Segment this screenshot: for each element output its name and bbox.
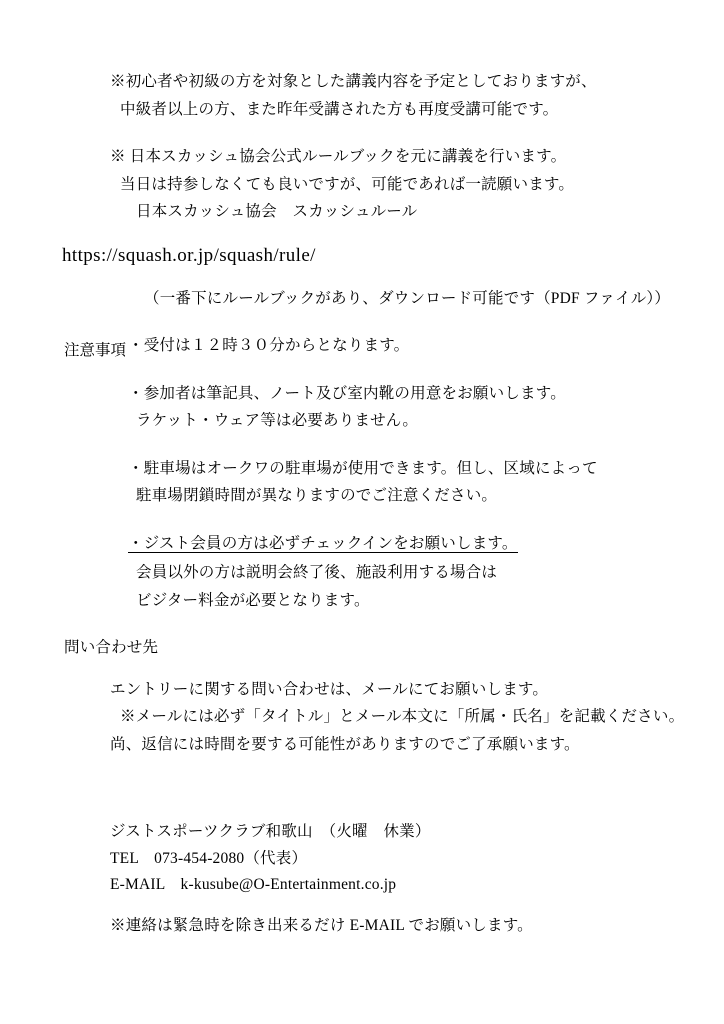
contact-section [32, 824, 684, 933]
inquiry-line-1: エントリーに関する問い合わせは、メールにてお願いします。 [110, 680, 549, 698]
intro-url-note: （一番下にルールブックがあり、ダウンロード可能です（PDF ファイル）） [144, 289, 671, 307]
note-item-1-line-1: ・受付は１２時３０分からとなります。 [128, 337, 410, 354]
spacer [32, 668, 684, 682]
inquiry-label: 問い合わせ先 [64, 639, 159, 656]
contact-email[interactable]: E-MAIL k-kusube@O-Entertainment.co.jp [110, 876, 397, 893]
spacer [32, 516, 684, 536]
intro-line-3: ※ 日本スカッシュ協会公式ルールブックを元に講義を行います。 [110, 148, 567, 165]
note-item-4-line-3: ビジター料金が必要となります。 [136, 591, 370, 609]
contact-email-note: ※連絡は緊急時を除き出来るだけ E-MAIL でお願いします。 [110, 916, 533, 934]
note-item-2-line-1: ・参加者は筆記具、ノート及び室内靴の用意をお願いします。 [128, 384, 566, 402]
note-item-2-line-2: ラケット・ウェア等は必要ありません。 [136, 412, 419, 429]
inquiry-line-2: ※メールには必ず「タイトル」とメール本文に「所属・氏名」を記載ください。 [120, 708, 685, 725]
spacer [32, 129, 684, 149]
intro-line-4: 当日は持参しなくても良いですが、可能であれば一読願います。 [120, 175, 575, 193]
spacer [32, 232, 684, 246]
note-item-3-line-1: ・駐車場はオークワの駐車場が使用できます。但し、区域によって [128, 459, 598, 477]
spacer [32, 318, 684, 338]
intro-line-5: 日本スカッシュ協会 スカッシュルール [136, 203, 418, 220]
notes-section [32, 338, 684, 608]
note-item-4-line-1-text: ・ジスト会員の方は必ずチェックインをお願いします。 [128, 534, 518, 552]
intro-line-2: 中級者以上の方、また昨年受講された方も再度受講可能です。 [120, 100, 559, 118]
intro-line-1: ※初心者や初級の方を対象とした講義内容を予定としておりますが、 [110, 73, 597, 90]
contact-club: ジストスポーツクラブ和歌山 （火曜 休業） [110, 823, 431, 840]
spacer [32, 277, 684, 291]
note-item-4-line-2: 会員以外の方は説明会終了後、施設利用する場合は [136, 564, 498, 581]
spacer [32, 60, 684, 74]
spacer [32, 904, 684, 918]
contact-tel: TEL 073-454-2080（代表） [110, 849, 308, 867]
note-item-4-line-1 [32, 536, 684, 554]
inquiry-line-3: 尚、返信には時間を要する可能性がありますのでご了承願います。 [110, 735, 580, 753]
rulebook-url[interactable]: https://squash.or.jp/squash/rule/ [62, 244, 316, 266]
spacer [32, 764, 684, 824]
spacer [32, 366, 684, 386]
inquiry-section [32, 640, 684, 752]
note-item-3-line-2: 駐車場閉鎖時間が異なりますのでご注意ください。 [136, 487, 498, 504]
spacer [32, 620, 684, 640]
spacer [32, 441, 684, 461]
notes-label: 注意事項 [64, 342, 127, 359]
